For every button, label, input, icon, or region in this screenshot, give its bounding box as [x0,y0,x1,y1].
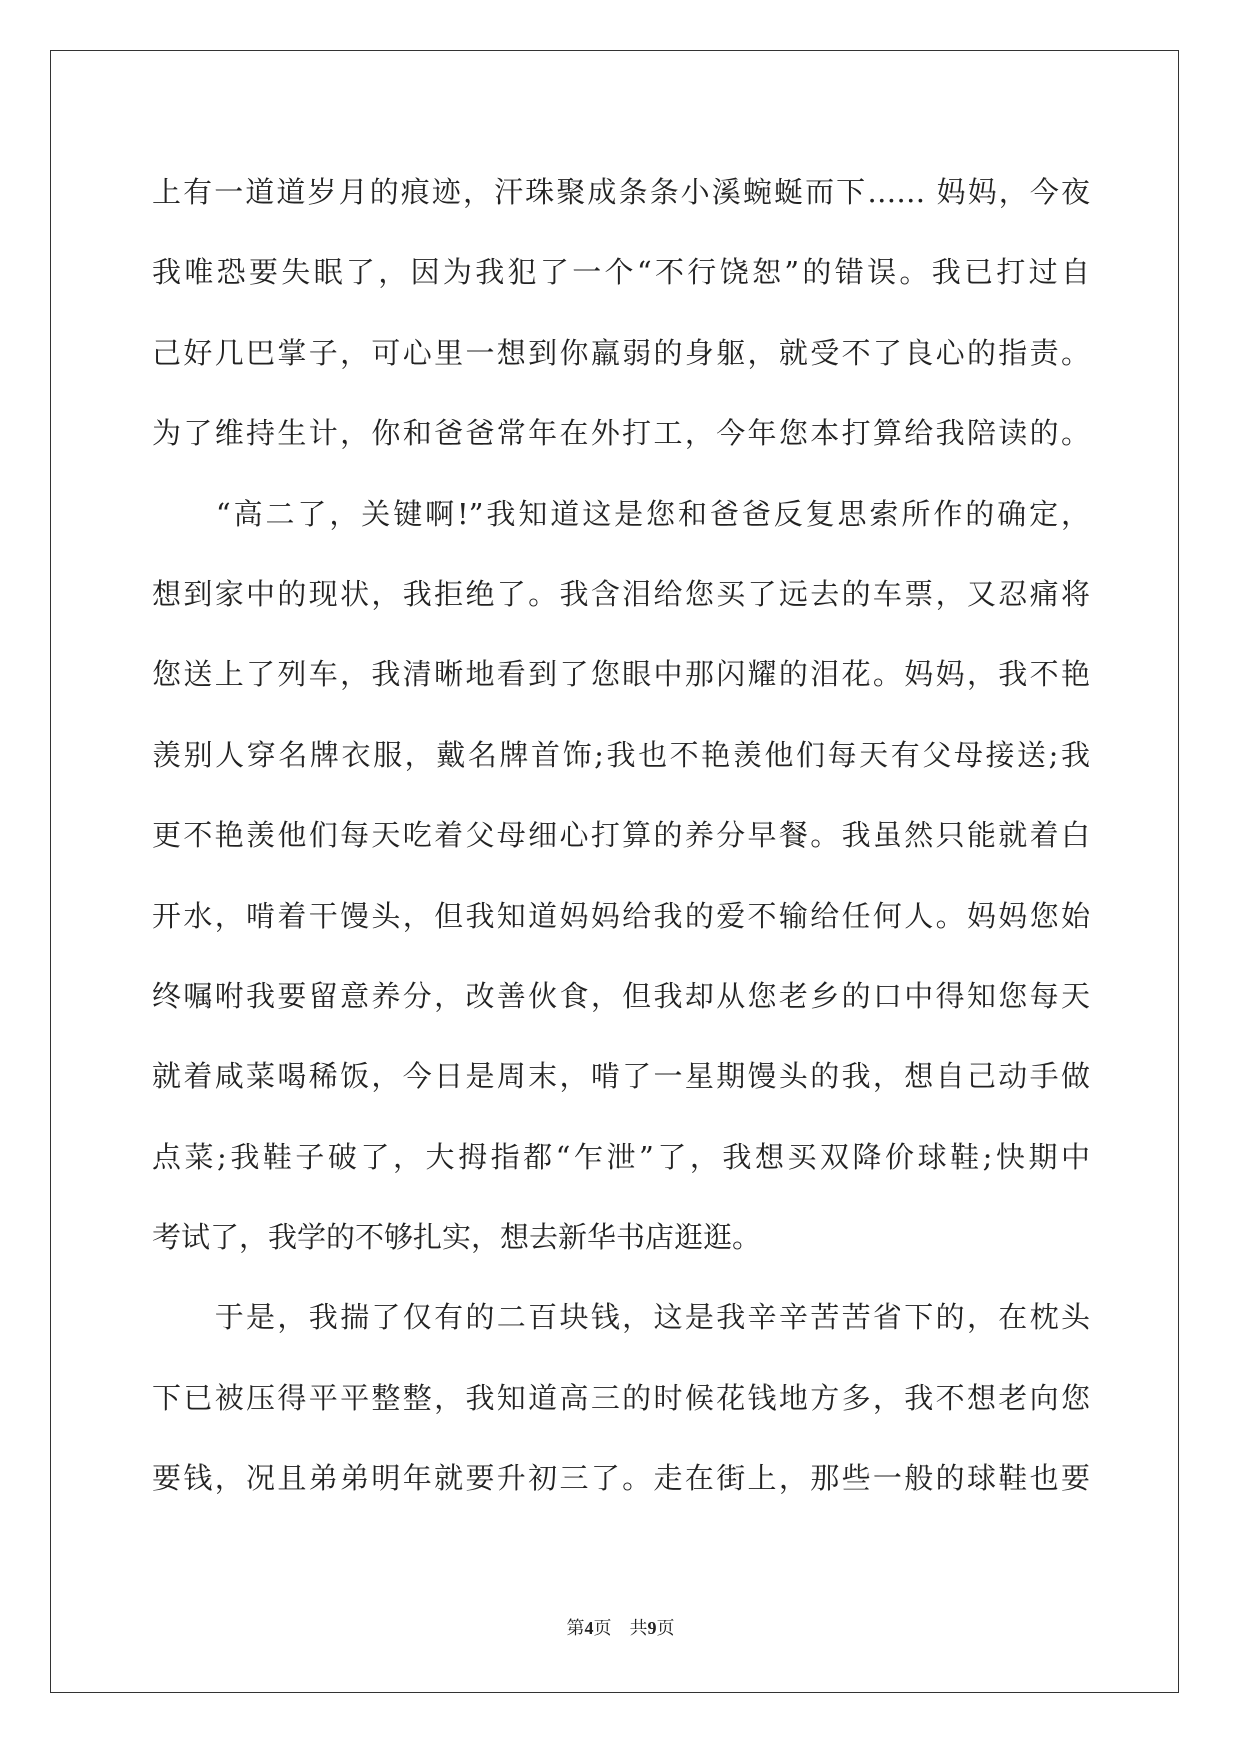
document-body [152,152,1090,1519]
footer-middle: 页 共 [593,1618,648,1638]
text-line: 开水，啃着干馒头，但我知道妈妈给我的爱不输给任何人。妈妈您始 [152,898,1090,933]
page-footer [0,1614,1241,1640]
footer-prefix: 第 [566,1618,585,1638]
text-line: “高二了，关键啊!”我知道这是您和爸爸反复思索所作的确定， [152,496,1090,531]
text-line: 为了维持生计，你和爸爸常年在外打工，今年您本打算给我陪读的。 [152,416,1090,451]
text-line: 上有一道道岁月的痕迹，汗珠聚成条条小溪蜿蜒而下…… 妈妈，今夜 [152,175,1090,209]
text-line: 就着咸菜喝稀饭，今日是周末，啃了一星期馒头的我，想自己动手做 [152,1059,1090,1094]
total-pages-number: 9 [647,1618,657,1638]
text-line: 点菜;我鞋子破了，大拇指都“乍泄”了，我想买双降价球鞋;快期中 [152,1139,1090,1174]
text-line: 下已被压得平平整整，我知道高三的时候花钱地方多，我不想老向您 [152,1380,1090,1415]
text-line: 考试了，我学的不够扎实，想去新华书店逛逛。 [152,1220,762,1255]
text-line: 我唯恐要失眠了，因为我犯了一个“不行饶恕”的错误。我已打过自 [152,255,1090,290]
text-line: 于是，我揣了仅有的二百块钱，这是我辛辛苦苦省下的，在枕头 [152,1300,1090,1335]
current-page-number: 4 [584,1618,594,1638]
text-line: 更不艳羡他们每天吃着父母细心打算的养分早餐。我虽然只能就着白 [152,818,1090,853]
text-line: 想到家中的现状，我拒绝了。我含泪给您买了远去的车票，又忍痛将 [152,576,1090,611]
footer-suffix: 页 [656,1618,675,1638]
text-line: 您送上了列车，我清晰地看到了您眼中那闪耀的泪花。妈妈，我不艳 [152,657,1090,692]
text-line: 终嘱咐我要留意养分，改善伙食，但我却从您老乡的口中得知您每天 [152,978,1090,1013]
text-line: 羡别人穿名牌衣服，戴名牌首饰;我也不艳羡他们每天有父母接送;我 [152,737,1090,772]
text-line: 要钱，况且弟弟明年就要升初三了。走在街上，那些一般的球鞋也要 [152,1461,1090,1496]
text-line: 己好几巴掌子，可心里一想到你羸弱的身躯，就受不了良心的指责。 [152,335,1090,370]
